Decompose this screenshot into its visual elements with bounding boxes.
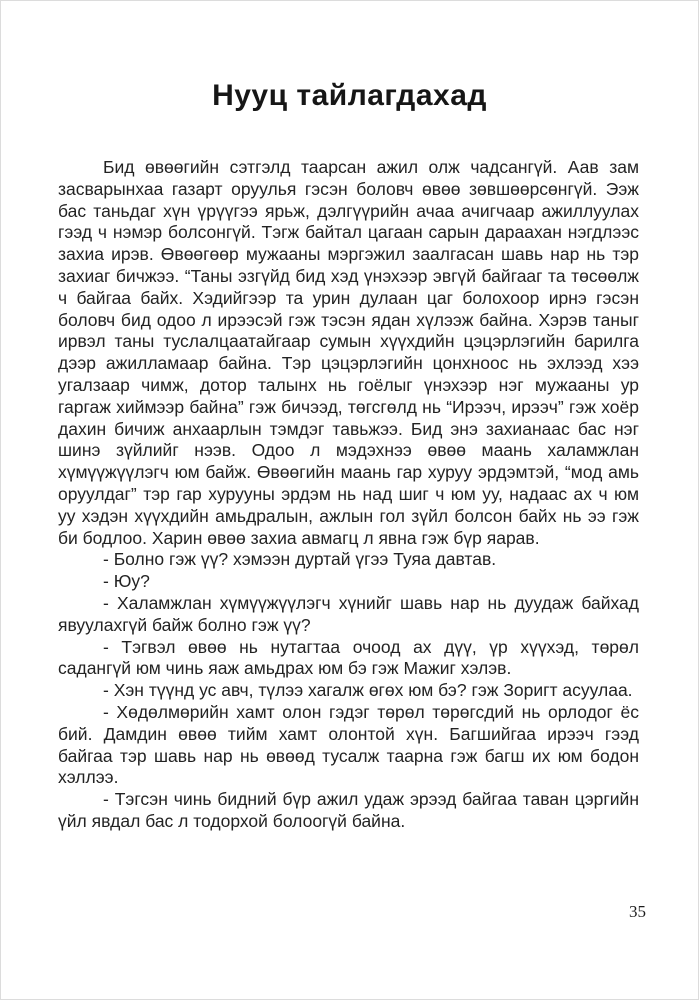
paragraph: - Тэгсэн чинь бидний бүр ажил удаж эрээд байгаа таван цэргийн үйл явдал бас л тодорхой болоогүй байна. <box>58 789 639 831</box>
paragraph: - Халамжлан хүмүүжүүлэгч хүнийг шавь нар нь дуудаж байхад явуулахгүй байж болно гэж үү? <box>58 592 639 635</box>
chapter-body <box>1 157 698 833</box>
paragraph: - Хөдөлмөрийн хамт олон гэдэг төрөл төрөгсдий нь орлодог ёс бий. Дамдин өвөө тийм хамт олонтой хүн. Багшийгаа ирээч гээд байгаа тэр шавь нар нь өвөөд тусалж таарна гэж багш их юм бодон хэллээ. <box>58 701 639 788</box>
paragraph: - Юу? <box>103 571 150 592</box>
paragraph: - Болно гэж үү? хэмээн дуртай үгээ Туяа давтав. <box>103 549 497 570</box>
paragraph: - Хэн түүнд ус авч, түлээ хагалж өгөх юм бэ? гэж Зоригт асуулаа. <box>103 680 633 701</box>
paragraph: Бид өвөөгийн сэтгэлд таарсан ажил олж чадсангүй. Аав зам засварынхаа газарт оруулья гэсэн боловч өвөө зөвшөөрсөнгүй. Ээж бас таньдаг хүн үрүүгээ ярьж, дэлгүүрийн ачаа ачигчаар ажиллуулах гээд ч нэмэр болсонгүй. Тэгж байтал цагаан сарын дараахан нэгдлээс захиа ирэв. Өвөөгөөр мужааны мэргэжил заалгасан шавь нар нь тэр захиаг бичжээ. “Таны эзгүйд бид хэд үнэхээр эвгүй байгааг та төсөөлж ч байгаа байх. Хэдийгээр та урин дулаан цаг болохоор ирнэ гэсэн боловч бид одоо л ирээсэй гэж тэсэн ядан хүлээж байна. Хэрэв таныг ирвэл таны туслалцаатайгаар сумын хүүхдийн цэцэрлэгийн барилга дээр ажилламаар байна. Тэр цэцэрлэгийн цонхноос нь эхлээд хээ угалзаар чимж, дотор талынх нь гоёлыг үнэхээр нэг мужааны ур гаргаж хиймээр байна” гэж бичээд, төгсгөлд нь “Ирээч, ирээч” гэж хоёр дахин бичиж анхаарлын тэмдэг тавьжээ. Бид энэ захианаас бас нэг шинэ зүйлийг нээв. Одоо л мэдэхнээ өвөө маань халамжлан хүмүүжүүлэгч юм байж. Өвөөгийн маань гар хуруу эрдэмтэй, “мод амь оруулдаг” тэр гар хурууны эрдэм нь над шиг ч юм уу, надаас ах ч юм уу хэдэн хүүхдийн амьдралын, ажлын гол зүйл болсон байх нь ээ гэж би бодлоо. Харин өвөө захиа авмагц л явна гэж бүр яарав. <box>58 157 639 548</box>
chapter-title: Нууц тайлагдахад <box>212 79 487 112</box>
page-number: 35 <box>629 902 646 921</box>
paragraph: - Тэгвэл өвөө нь нутагтаа очоод ах дүү, үр хүүхэд, төрөл садангүй юм чинь яаж амьдрах юм бэ гэж Мажиг хэлэв. <box>58 636 639 679</box>
